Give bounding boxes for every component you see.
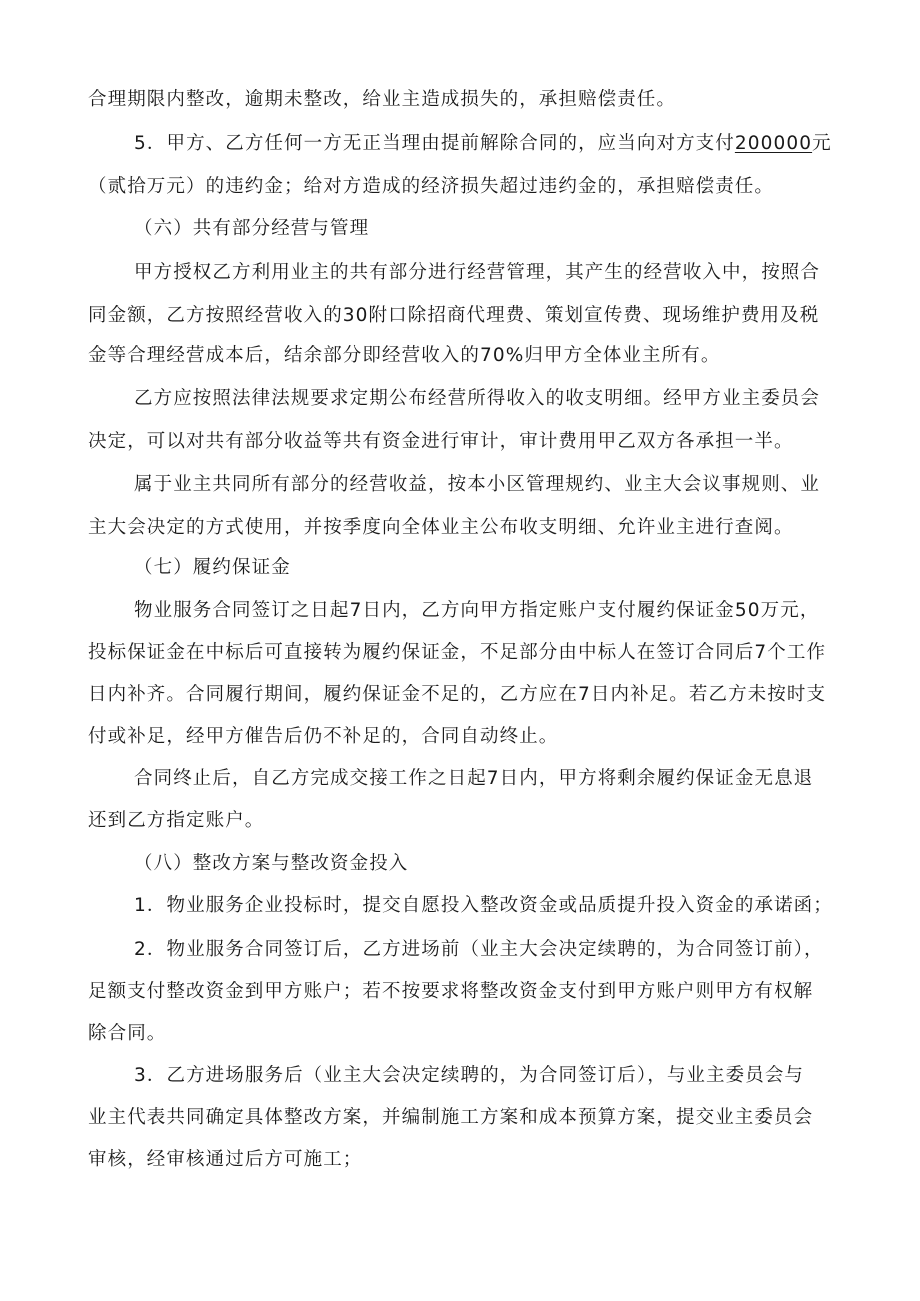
section-heading-6: （六）共有部分经营与管理	[134, 218, 370, 239]
paragraph-line: 投标保证金在中标后可直接转为履约保证金，不足部分由中标人在签订合同后7个工作	[88, 642, 827, 663]
paragraph-line: 同金额，乙方按照经营收入的30附口除招商代理费、策划宣传费、现场维护费用及税	[88, 305, 820, 326]
paragraph-line: 业主代表共同确定具体整改方案，并编制施工方案和成本预算方案，提交业主委员会	[88, 1107, 814, 1128]
penalty-amount: 200000	[734, 133, 813, 154]
paragraph-line: 2．物业服务合同签订后，乙方进场前（业主大会决定续聘的，为合同签订前），	[134, 939, 824, 960]
paragraph-line: 主大会决定的方式使用，并按季度向全体业主公布收支明细、允许业主进行查阅。	[88, 517, 794, 538]
paragraph-line: 合理期限内整改，逾期未整改，给业主造成损失的，承担赔偿责任。	[88, 89, 677, 110]
paragraph-line: 甲方授权乙方利用业主的共有部分进行经营管理，其产生的经营收入中，按照合	[134, 262, 821, 283]
paragraph-line: 审核，经审核通过后方可施工；	[88, 1149, 363, 1170]
section-heading-7: （七）履约保证金	[134, 557, 291, 578]
paragraph-line: 1．物业服务企业投标时，提交自愿投入整改资金或品质提升投入资金的承诺函；	[134, 895, 833, 916]
paragraph-line: 日内补齐。合同履行期间，履约保证金不足的，乙方应在7日内补足。若乙方未按时支	[88, 684, 827, 705]
paragraph-line: 足额支付整改资金到甲方账户；若不按要求将整改资金支付到甲方账户则甲方有权解	[88, 981, 814, 1002]
paragraph-line: 合同终止后，自乙方完成交接工作之日起7日内，甲方将剩余履约保证金无息退	[134, 768, 814, 789]
paragraph-line: 金等合理经营成本后，结余部分即经营收入的70%归甲方全体业主所有。	[88, 345, 721, 366]
section-heading-8: （八）整改方案与整改资金投入	[134, 853, 409, 874]
currency-unit: 元	[812, 133, 832, 154]
paragraph-line: 物业服务合同签订之日起7日内，乙方向甲方指定账户支付履约保证金50万元，	[134, 600, 820, 621]
clause-5-line	[134, 131, 832, 157]
paragraph-line: 付或补足，经甲方催告后仍不补足的，合同自动终止。	[88, 726, 559, 747]
paragraph-line: 除合同。	[88, 1023, 167, 1044]
paragraph-line: 属于业主共同所有部分的经营收益，按本小区管理规约、业主大会议事规则、业	[134, 474, 821, 495]
paragraph-line: （贰拾万元）的违约金；给对方造成的经济损失超过违约金的，承担赔偿责任。	[88, 176, 775, 197]
clause-5-text: 5．甲方、乙方任何一方无正当理由提前解除合同的，应当向对方支付	[134, 133, 735, 154]
paragraph-line: 3．乙方进场服务后（业主大会决定续聘的，为合同签订后），与业主委员会与	[134, 1065, 805, 1086]
paragraph-line: 还到乙方指定账户。	[88, 810, 265, 831]
paragraph-line: 决定，可以对共有部分收益等共有资金进行审计，审计费用甲乙双方各承担一半。	[88, 431, 794, 452]
paragraph-line: 乙方应按照法律法规要求定期公布经营所得收入的收支明细。经甲方业主委员会	[134, 388, 821, 409]
